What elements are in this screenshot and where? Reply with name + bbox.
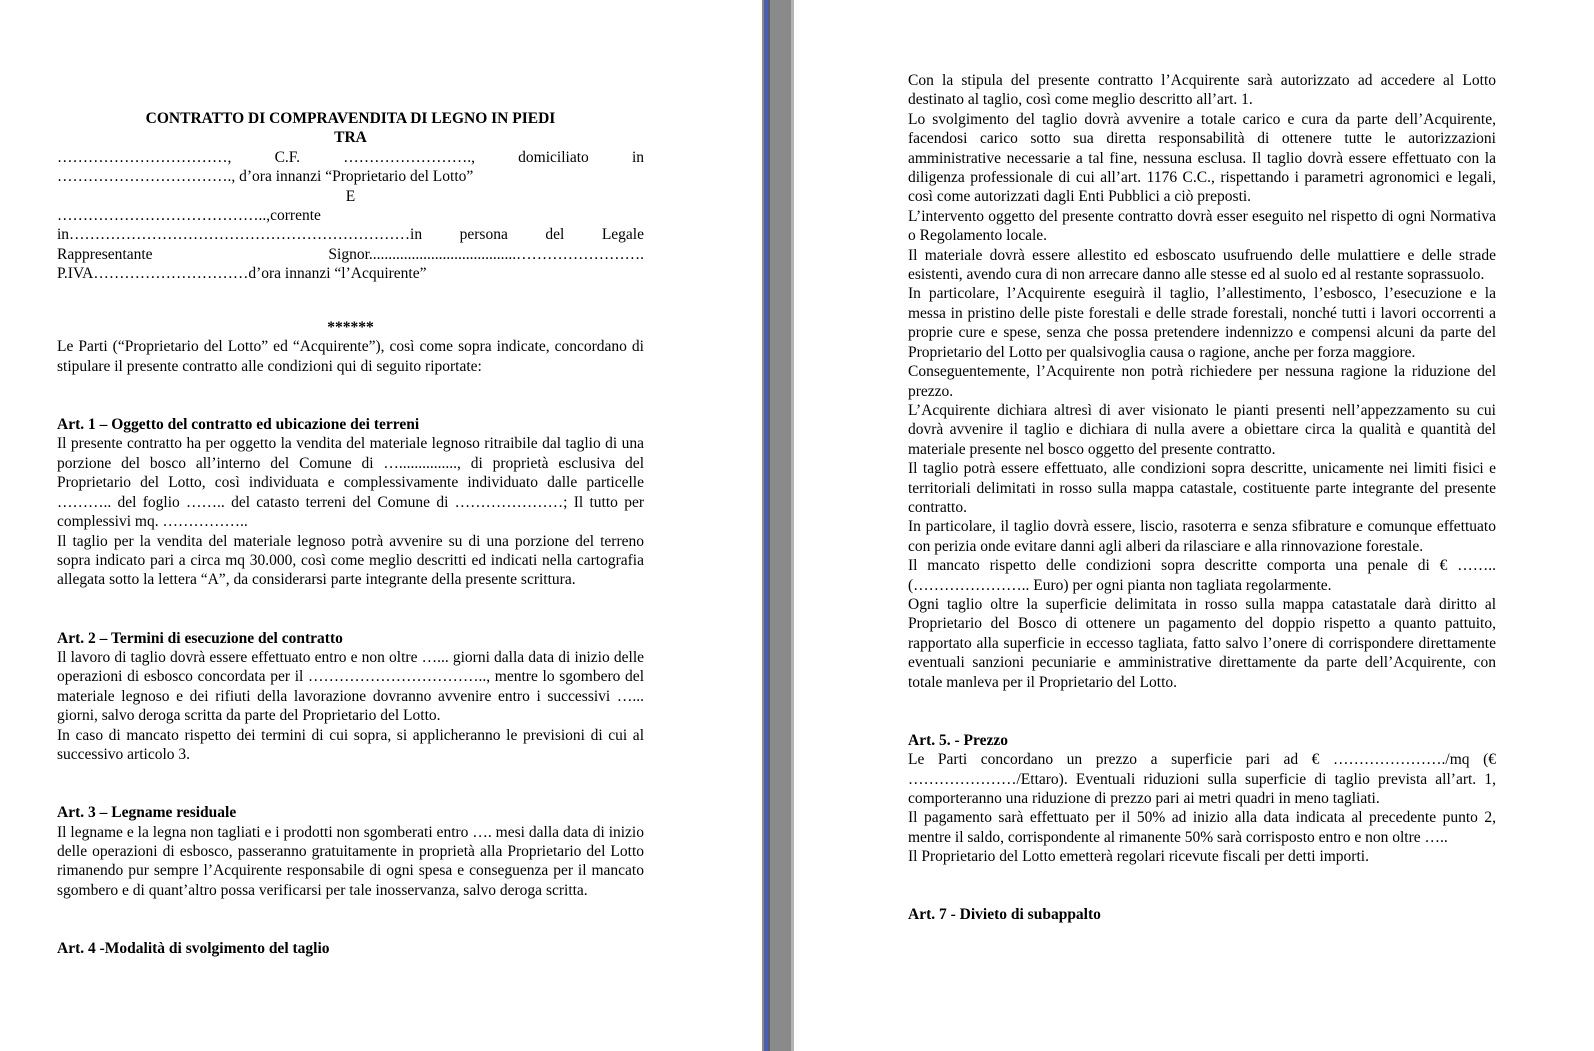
art5-paragraph2: Il pagamento sarà effettuato per il 50% ad inizio alla data indicata al precedente punto 2, mentre il saldo, corrispondente al rimanente 50% sarà corrisposto entro e non oltre ….. [908,809,1496,846]
art2-heading: Art. 2 – Termini di esecuzione del contratto [57,629,343,647]
art4-paragraph4: Il materiale dovrà essere allestito ed esboscato usufruendo delle mulattiere e delle strade esistenti, avendo cura di non arrecare danno alle stesse ed al suolo ed al restante soprassuolo. [908,246,1496,284]
party2-line3: Rappresentante Signor......................................……………………. [57,245,644,263]
art1-paragraph1: Il presente contratto ha per oggetto la vendita del materiale legnoso ritraibile dal taglio di una porzione del bosco all’interno del Comune di …..............., di proprietà esclusiva del Proprietario del Lotto, così individuata e complessivamente individuato dalle particelle ……….. del foglio …….. del catasto terreni del Comune di …………………; Il tutto per complessivi mq. …………….. [57,435,644,531]
page-divider [762,0,794,1051]
contract-title: CONTRATTO DI COMPRAVENDITA DI LEGNO IN PIEDI [145,110,556,127]
party2-line1: …………………………………..,corrente [57,207,321,225]
art5-paragraph3: Il Proprietario del Lotto emetterà regolari ricevute fiscali per detti importi. [908,848,1369,866]
party2-line4: P.IVA…………………………d’ora innanzi “l’Acquirente” [57,265,427,283]
art1-heading: Art. 1 – Oggetto del contratto ed ubicazione dei terreni [57,416,420,434]
art4-paragraph7: L’Acquirente dichiara altresì di aver visionato le pianti presenti nell’appezzamento su cui dovrà avvenire il taglio e dichiara di nulla avere a obiettare circa la qualità e quantità del materiale presente nel bosco oggetto del presente contratto. [908,401,1496,458]
party1-line1: ……………………………, C.F. ……………………., domiciliato in [57,148,644,166]
art4-paragraph9: In particolare, il taglio dovrà essere, liscio, rasoterra e senza sfibrature e comunque effettuato con perizia onde evitare danni agli alberi da rilasciare e alla rinnovazione forestale. [908,518,1496,555]
document-page-right [794,0,1594,1051]
art1-paragraph2: Il taglio per la vendita del materiale legnoso potrà avvenire su di una porzione del terreno sopra indicato pari a circa mq 30.000, così come meglio descritti ed indicati nella cartografia allegata sotto la lettera “A”, da considerarsi parte integrante della presente scrittura. [57,532,644,589]
art4-paragraph3: L’intervento oggetto del presente contratto dovrà esser eseguito nel rispetto di ogni Normativa o Regolamento locale. [908,207,1496,245]
art4-paragraph2: Lo svolgimento del taglio dovrà avvenire a totale carico e cura da parte dell’Acquirente, facendosi carico sotto sua diretta responsabilità di ottenere tutte le autorizzazioni amministrative necessarie a tal fine, nessuna esclusa. Il taglio dovrà essere effettuato con la diligenza professionale di cui all’art. 1176 C.C., rispettando i parametri agronomici e legali, così come autorizzati dagli Enti Pubblici a ciò preposti. [908,110,1496,206]
art4-heading: Art. 4 -Modalità di svolgimento del taglio [57,939,330,957]
art4-paragraph5: In particolare, l’Acquirente eseguirà il taglio, l’allestimento, l’esbosco, l’esecuzione e la messa in pristino delle piste forestali e delle strade forestali, nonché tutti i lavori occorrenti a proprie cure e spese, senza che possa pretendere indennizzo e compensi alcuni da parte del Proprietario del Lotto per qualsivoglia causa o ragione, anche per forza maggiore. [908,285,1496,361]
art3-paragraph1: Il legname e la legna non tagliati e i prodotti non sgomberati entro …. mesi dalla data di inizio delle operazioni di esbosco, passeranno gratuitamente in proprietà alla Proprietario del Lotto rimanendo pur sempre l’Acquirente responsabile di ogni spesa e conseguenza per il mancato sgombero e di quant’altro possa verificarsi per tale inosservanza, salvo deroga scritta. [57,823,644,899]
party1-line2: ……………………………., d’ora innanzi “Proprietario del Lotto” [57,168,474,186]
intro-paragraph: Le Parti (“Proprietario del Lotto” ed “Acquirente”), così come sopra indicate, concordano di stipulare il presente contratto alle condizioni qui di seguito riportate: [57,338,644,375]
party2-line2: in…………………………………………………………in persona del Legale [57,226,644,244]
tra-label: TRA [334,129,367,147]
page-left-text [57,109,644,958]
art2-paragraph1: Il lavoro di taglio dovrà essere effettuato entro e non oltre …... giorni dalla data di inizio delle operazioni di esbosco concordata per il …………………………….., mentre lo sgombero del materiale legnoso e dei rifiuti della lavorazione dovranno avvenire entro i successivi …... giorni, salvo deroga scritta da parte del Proprietario del Lotto. [57,648,644,725]
art4-paragraph10: Il mancato rispetto delle condizioni sopra descritte comporta una penale di € …….. (………………….. Euro) per ogni pianta non tagliata regolarmente. [908,557,1496,594]
art5-paragraph1: Le Parti concordano un prezzo a superficie pari ad € …………………./mq (€ …………………/Ettaro). Eventuali riduzioni sulla superficie di taglio prevista all’art. 1, comporteranno una riduzione di prezzo pari ai metri quadri in meno tagliati. [908,751,1496,808]
art2-paragraph2: In caso di mancato rispetto dei termini di cui sopra, si applicheranno le previsioni di cui al successivo articolo 3. [57,726,644,763]
art4-paragraph11: Ogni taglio oltre la superficie delimitata in rosso sulla mappa catastatale darà diritto al Proprietario del Bosco di ottenere un pagamento del doppio rispetto a quanto pattuito, rapportato alla superficie in eccesso tagliata, fatto salvo l’onere di corrispondere direttamente eventuali sanzioni pecuniarie e amministrative direttamente da parte dell’Acquirente, con totale manleva per il Proprietario del Lotto. [908,595,1496,691]
art4-paragraph8: Il taglio potrà essere effettuato, alle condizioni sopra descritte, unicamente nei limiti fisici e territoriali delimitati in rosso sulla mappa catastale, costituente parte integrante del presente contratto. [908,460,1496,516]
art4-paragraph6: Conseguentemente, l’Acquirente non potrà richiedere per nessuna ragione la riduzione del prezzo. [908,363,1496,400]
stars-separator: ****** [327,319,374,337]
art4-paragraph1: Con la stipula del presente contratto l’Acquirente sarà autorizzato ad accedere al Lotto destinato al taglio, così come meglio descritto all’art. 1. [908,72,1496,109]
page-right-text [908,71,1496,925]
e-label: E [345,187,356,205]
art7-heading: Art. 7 - Divieto di subappalto [908,906,1101,924]
art3-heading: Art. 3 – Legname residuale [57,804,237,822]
document-page-left [0,0,762,1051]
art5-heading: Art. 5. - Prezzo [908,731,1008,749]
